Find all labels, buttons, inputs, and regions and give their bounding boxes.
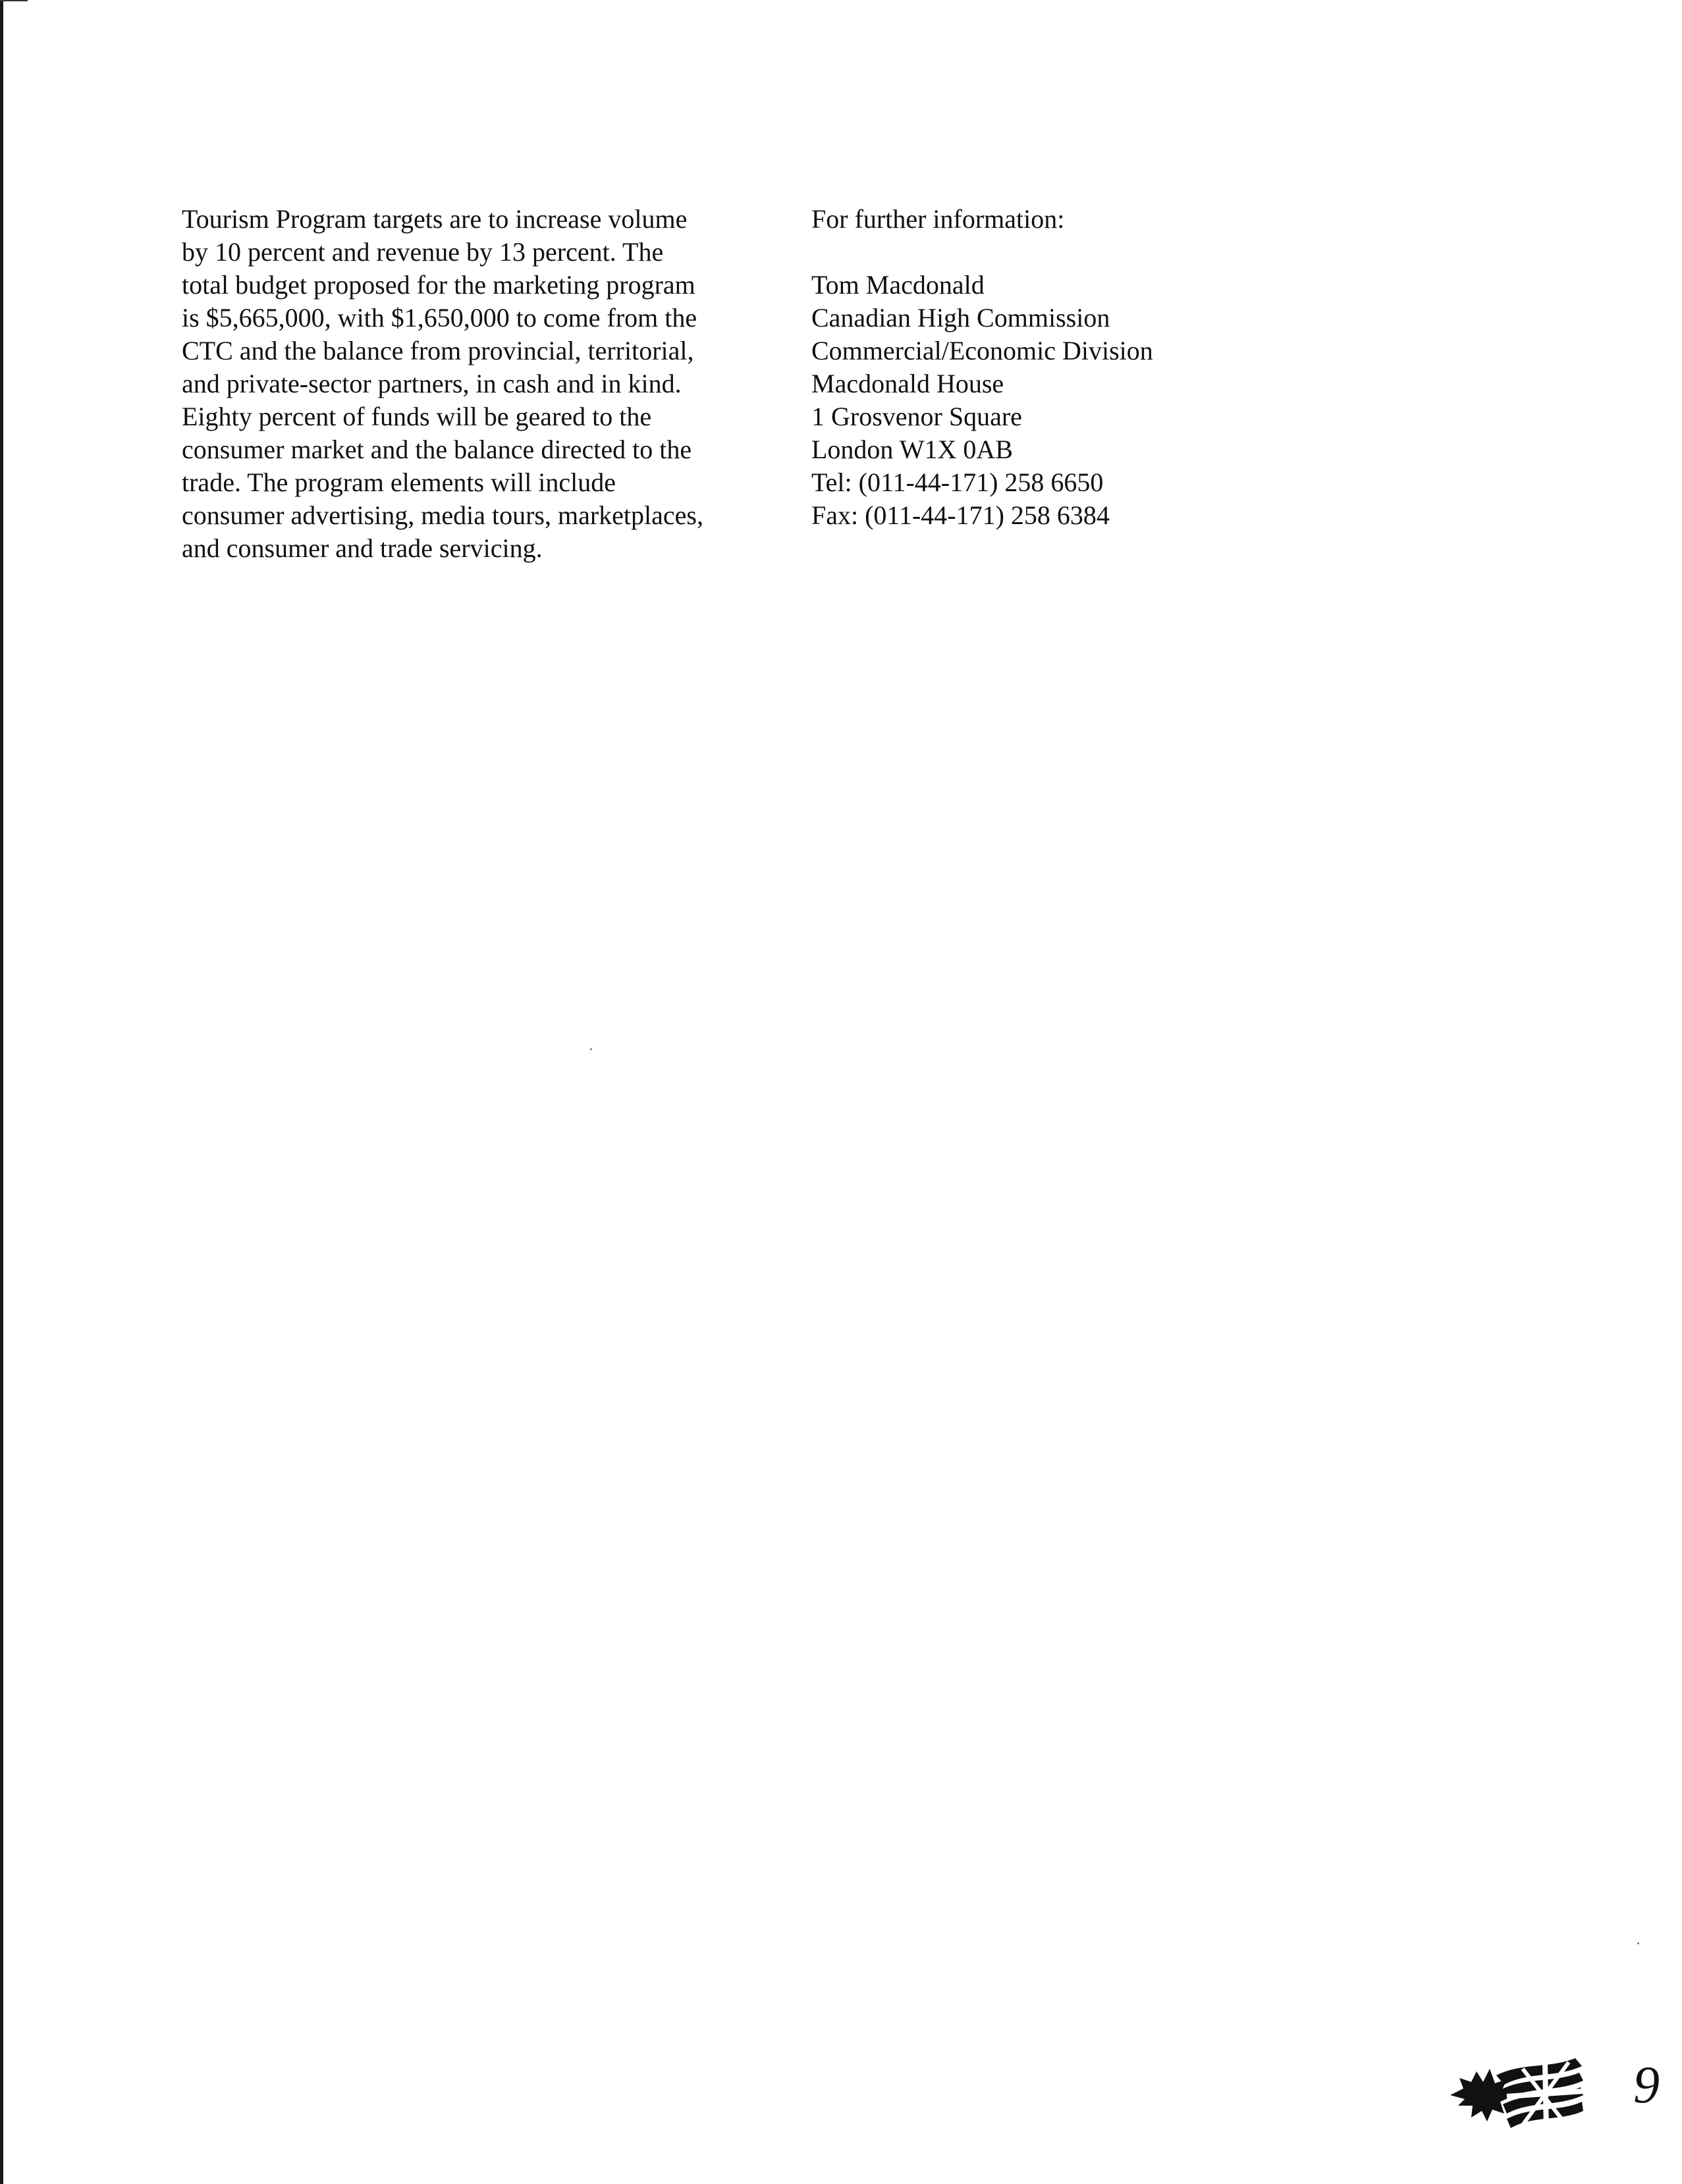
contact-heading: For further information: xyxy=(811,204,1065,234)
contact-organization: Canadian High Commission xyxy=(811,303,1110,333)
paragraph-line: and consumer and trade servicing. xyxy=(182,533,543,563)
contact-address-block xyxy=(811,269,1404,532)
maple-leaf-union-jack-emblem-icon xyxy=(1444,2049,1588,2141)
contact-division: Commercial/Economic Division xyxy=(811,336,1153,365)
contact-fax: Fax: (011-44-171) 258 6384 xyxy=(811,500,1110,530)
paragraph-line: is $5,665,000, with $1,650,000 to come from the xyxy=(182,303,697,333)
corner-mark xyxy=(0,0,28,1)
paragraph-line: trade. The program elements will include xyxy=(182,467,616,497)
paragraph-line: consumer advertising, media tours, marketplaces, xyxy=(182,500,703,530)
paragraph-line: and private-sector partners, in cash and in kind. xyxy=(182,369,682,398)
paragraph-line: Tourism Program targets are to increase volume xyxy=(182,204,688,234)
paragraph-line: total budget proposed for the marketing program xyxy=(182,270,695,300)
contact-city: London W1X 0AB xyxy=(811,435,1013,464)
paragraph-line: consumer market and the balance directed to the xyxy=(182,435,692,464)
contact-building: Macdonald House xyxy=(811,369,1004,398)
contact-information xyxy=(811,203,1404,532)
left-column-paragraph xyxy=(182,203,774,565)
paragraph-line: by 10 percent and revenue by 13 percent. The xyxy=(182,237,664,267)
binding-edge xyxy=(0,0,3,2184)
page-number: 9 xyxy=(1633,2056,1660,2114)
scan-speck xyxy=(590,1048,592,1050)
scan-speck xyxy=(1637,1942,1639,1944)
paragraph-line: CTC and the balance from provincial, territorial, xyxy=(182,336,694,365)
contact-telephone: Tel: (011-44-171) 258 6650 xyxy=(811,467,1104,497)
contact-name: Tom Macdonald xyxy=(811,270,985,300)
contact-street: 1 Grosvenor Square xyxy=(811,402,1022,431)
paragraph-line: Eighty percent of funds will be geared to the xyxy=(182,402,652,431)
